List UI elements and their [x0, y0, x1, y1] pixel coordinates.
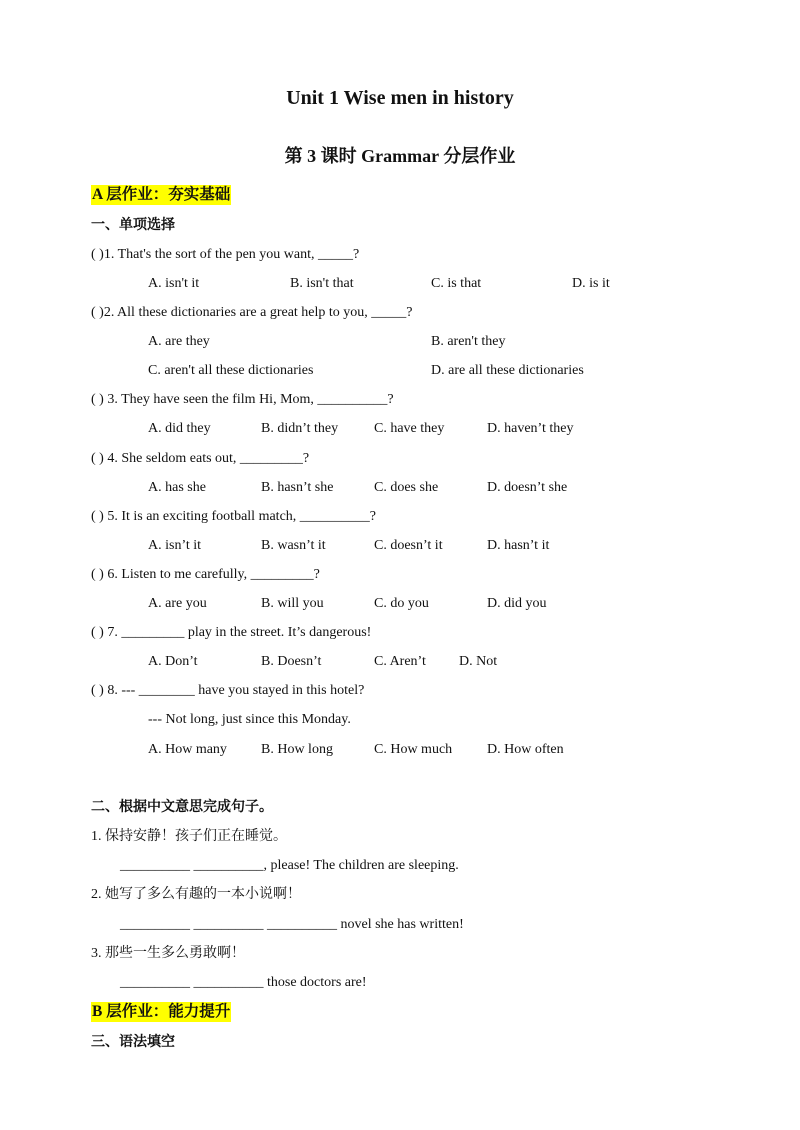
q5-option-d: D. hasn’t it: [487, 538, 550, 553]
q7-option-a: A. Don’t: [148, 654, 198, 669]
q5-option-a: A. isn’t it: [148, 538, 202, 553]
q6-option-c: C. do you: [374, 596, 429, 611]
q5-option-c: C. doesn’t it: [374, 538, 443, 553]
q7-option-b: B. Doesn’t: [261, 654, 322, 669]
q3-option-c: C. have they: [374, 421, 445, 436]
translation-2-chinese: 2. 她写了多么有趣的一本小说啊！: [91, 887, 301, 902]
page-title: Unit 1 Wise men in history: [286, 87, 514, 109]
page-subtitle: 第 3 课时 Grammar 分层作业: [284, 146, 516, 166]
question-2: ( )2. All these dictionaries are a great help to you, _____?: [91, 305, 413, 320]
question-7: ( ) 7. _________ play in the street. It’s dangerous!: [91, 625, 372, 640]
q1-option-b: B. isn't that: [290, 276, 354, 291]
q8-reply: --- Not long, just since this Monday.: [148, 712, 351, 727]
q4-option-b: B. hasn’t she: [261, 480, 334, 495]
question-1: ( )1. That's the sort of the pen you want, _____?: [91, 247, 360, 262]
q7-option-c: C. Aren’t: [374, 654, 426, 669]
q2-option-a: A. are they: [148, 334, 210, 349]
q3-option-b: B. didn’t they: [261, 421, 339, 436]
q8-option-c: C. How much: [374, 742, 453, 757]
q1-option-c: C. is that: [431, 276, 482, 291]
translation-3-chinese: 3. 那些一生多么勇敢啊！: [91, 946, 245, 961]
q2-option-d: D. are all these dictionaries: [431, 363, 584, 378]
question-6: ( ) 6. Listen to me carefully, _________?: [91, 567, 320, 582]
q8-option-a: A. How many: [148, 742, 227, 757]
q3-option-d: D. haven’t they: [487, 421, 574, 436]
q2-option-b: B. aren't they: [431, 334, 506, 349]
q8-option-b: B. How long: [261, 742, 333, 757]
q4-option-d: D. doesn’t she: [487, 480, 568, 495]
q6-option-d: D. did you: [487, 596, 547, 611]
translation-3-english: __________ __________ those doctors are!: [120, 975, 367, 990]
q6-option-b: B. will you: [261, 596, 324, 611]
section-3-heading: 三、语法填空: [91, 1035, 175, 1050]
q2-option-c: C. aren't all these dictionaries: [148, 363, 314, 378]
question-3: ( ) 3. They have seen the film Hi, Mom, __________?: [91, 392, 394, 407]
section-1-heading: 一、单项选择: [91, 218, 175, 233]
level-b-heading: B 层作业：能力提升: [92, 1003, 231, 1020]
translation-1-chinese: 1. 保持安静！孩子们正在睡觉。: [91, 829, 287, 844]
q1-option-a: A. isn't it: [148, 276, 200, 291]
q6-option-a: A. are you: [148, 596, 207, 611]
q3-option-a: A. did they: [148, 421, 211, 436]
q7-option-d: D. Not: [459, 654, 498, 669]
q4-option-a: A. has she: [148, 480, 206, 495]
translation-2-english: __________ __________ __________ novel she has written!: [120, 917, 464, 932]
section-2-heading: 二、根据中文意思完成句子。: [91, 800, 273, 815]
q5-option-b: B. wasn’t it: [261, 538, 326, 553]
q8-option-d: D. How often: [487, 742, 564, 757]
question-5: ( ) 5. It is an exciting football match, __________?: [91, 509, 376, 524]
level-a-heading: A 层作业：夯实基础: [92, 186, 231, 203]
question-4: ( ) 4. She seldom eats out, _________?: [91, 451, 310, 466]
q1-option-d: D. is it: [572, 276, 610, 291]
question-8: ( ) 8. --- ________ have you stayed in this hotel?: [91, 683, 365, 698]
translation-1-english: __________ __________, please! The children are sleeping.: [120, 858, 459, 873]
q4-option-c: C. does she: [374, 480, 439, 495]
